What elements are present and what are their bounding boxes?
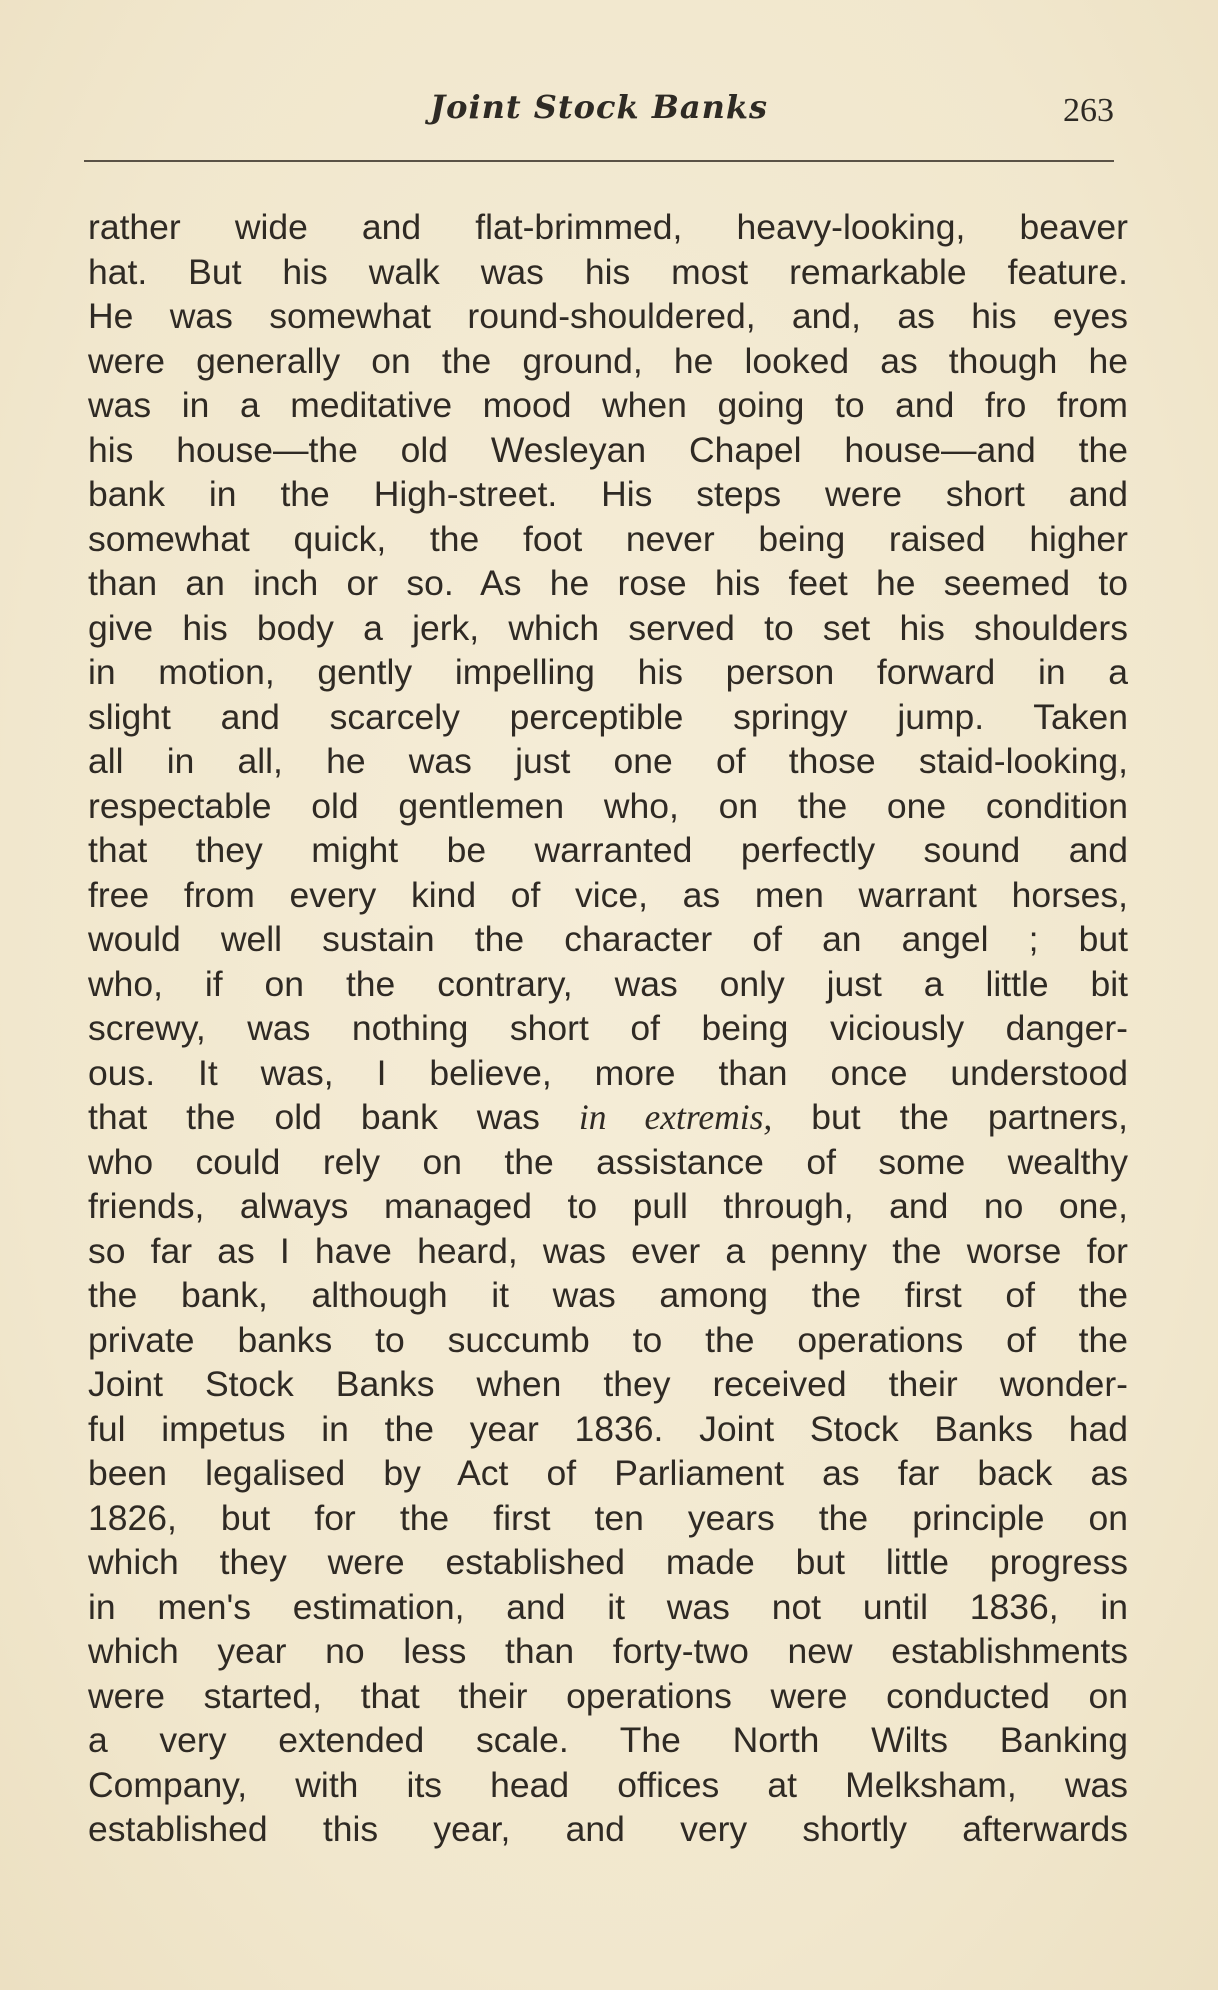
text-line: friends, always managed to pull through, and no one,: [88, 1186, 1128, 1226]
text-line: was in a meditative mood when going to and fro from: [88, 385, 1128, 425]
text-line: ful impetus in the year 1836. Joint Stock Banks had: [88, 1408, 1128, 1449]
text-line: would well sustain the character of an angel ; but: [88, 919, 1128, 959]
text-line: which year no less than forty-two new establishments: [88, 1631, 1128, 1671]
text-line: which they were established made but little progress: [88, 1542, 1128, 1582]
text-line: established this year, and very shortly afterwards: [88, 1809, 1128, 1849]
text-line-with-italic: [88, 1095, 1128, 1140]
text-line: He was somewhat round-shouldered, and, as his eyes: [88, 296, 1128, 336]
text-line: rather wide and flat-brimmed, heavy-looking, beaver: [88, 207, 1128, 247]
text-line: were generally on the ground, he looked as though he: [88, 340, 1128, 381]
text-line: private banks to succumb to the operations of the: [88, 1319, 1128, 1360]
text-line: 1826, but for the first ten years the principle on: [88, 1497, 1128, 1538]
text-line: give his body a jerk, which served to set his shoulders: [88, 607, 1128, 648]
text-line: free from every kind of vice, as men warrant horses,: [88, 874, 1128, 915]
text-line: were started, that their operations were conducted on: [88, 1675, 1128, 1716]
text-line: in men's estimation, and it was not until 1836, in: [88, 1586, 1128, 1627]
text-line: so far as I have heard, was ever a penny the worse for: [88, 1230, 1128, 1271]
text-line: who, if on the contrary, was only just a little bit: [88, 963, 1128, 1004]
body-text: [88, 205, 1128, 1852]
page-number: 263: [1063, 92, 1114, 129]
text-line: his house—the old Wesleyan Chapel house—and the: [88, 429, 1128, 470]
text-line: somewhat quick, the foot never being raised higher: [88, 518, 1128, 559]
italic-phrase: in extremis,: [578, 1097, 773, 1137]
text-line: who could rely on the assistance of some wealthy: [88, 1141, 1128, 1182]
text-line: Company, with its head offices at Melksham, was: [88, 1764, 1128, 1805]
text-line: a very extended scale. The North Wilts Banking: [88, 1720, 1128, 1760]
text-line: Joint Stock Banks when they received their wonder-: [88, 1364, 1128, 1404]
text-line: screwy, was nothing short of being viciously danger-: [88, 1008, 1128, 1048]
text-line: bank in the High-street. His steps were short and: [88, 474, 1128, 514]
header-rule: [84, 160, 1114, 162]
text-line: than an inch or so. As he rose his feet he seemed to: [88, 563, 1128, 603]
text-line: all in all, he was just one of those staid-looking,: [88, 741, 1128, 781]
text-line: in motion, gently impelling his person forward in a: [88, 652, 1128, 692]
text-line: the bank, although it was among the first of the: [88, 1275, 1128, 1315]
text-segment: that the old bank was: [88, 1097, 579, 1137]
running-title: Joint Stock Banks: [429, 88, 769, 126]
text-line: that they might be warranted perfectly sound and: [88, 830, 1128, 870]
running-head: [84, 88, 1114, 138]
text-line: respectable old gentlemen who, on the one condition: [88, 785, 1128, 826]
text-line: hat. But his walk was his most remarkable feature.: [88, 251, 1128, 292]
text-segment: but the partners,: [772, 1097, 1128, 1137]
text-line: been legalised by Act of Parliament as far back as: [88, 1453, 1128, 1493]
text-line: slight and scarcely perceptible springy jump. Taken: [88, 696, 1128, 737]
text-line: ous. It was, I believe, more than once understood: [88, 1052, 1128, 1093]
